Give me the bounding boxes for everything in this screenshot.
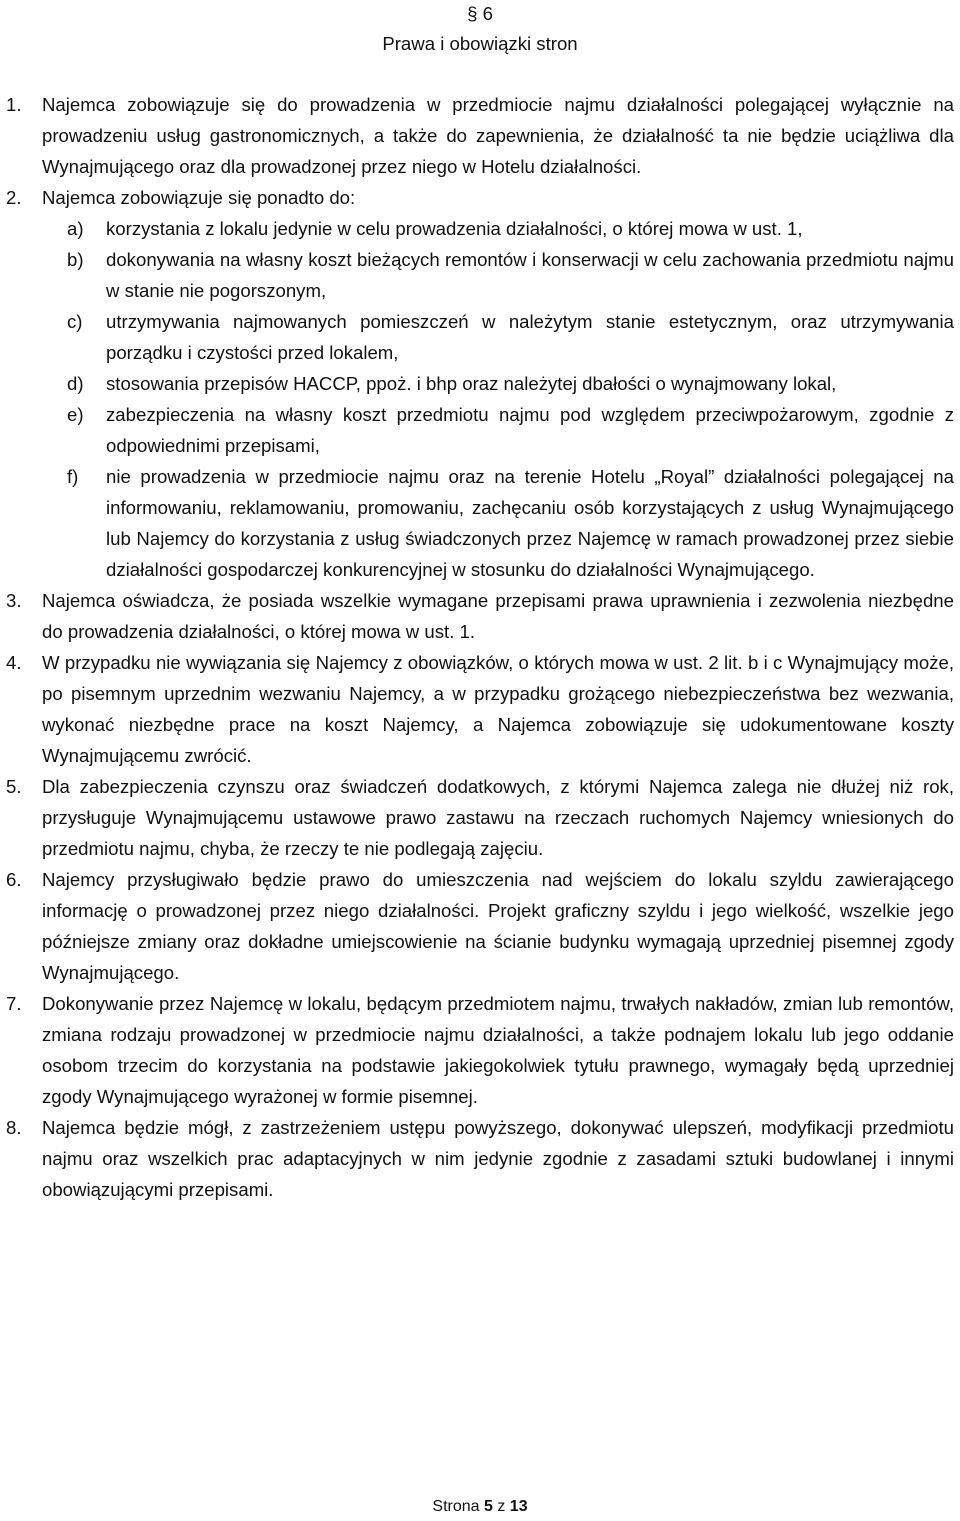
sub-item (0, 306, 954, 368)
item-text: Najemca będzie mógł, z zastrzeżeniem ustępu powyższego, dokonywać ulepszeń, modyfikacji przedmiotu najmu oraz wszelkich prac adaptacyjnych w nim jedynie zgodnie z zasadami sztuki budowlanej i innymi obowiązującymi przepisami. (42, 1117, 954, 1200)
sub-item-letter: c) (67, 311, 83, 332)
section-number: § 6 (467, 3, 493, 24)
sub-item-text: nie prowadzenia w przedmiocie najmu oraz na terenie Hotelu „Royal” działalności polegającej na informowaniu, reklamowaniu, promowaniu, zachęcaniu osób korzystających z usług Wynajmującego lub Najemcy do korzystania z usług świadczonych przez Najemcę w ramach prowadzonej przez siebie działalności gospodarczej konkurencyjnej w stosunku do działalności Wynajmującego. (106, 466, 954, 580)
item-text: Najemca zobowiązuje się do prowadzenia w przedmiocie najmu działalności polegającej wyłącznie na prowadzeniu usług gastronomicznych, a także do zapewnienia, że działalność ta nie będzie uciążliwa dla Wynajmującego oraz dla prowadzonej przez niego w Hotelu działalności. (42, 94, 954, 177)
sub-item-text: korzystania z lokalu jedynie w celu prowadzenia działalności, o której mowa w ust. 1, (106, 218, 803, 239)
footer-separator: z (497, 1498, 506, 1515)
sub-item (0, 244, 954, 306)
item-number: 7. (6, 993, 22, 1014)
sub-item-text: dokonywania na własny koszt bieżących remontów i konserwacji w celu zachowania przedmiotu najmu w stanie nie pogorszonym, (106, 249, 954, 301)
item-text: Dla zabezpieczenia czynszu oraz świadczeń dodatkowych, z którymi Najemca zalega nie dłużej niż rok, przysługuje Wynajmującemu ustawowe prawo zastawu na rzeczach ruchomych Najemcy wniesionych do przedmiotu najmu, chyba, że rzeczy te nie podlegają zajęciu. (42, 776, 954, 859)
document-header (0, 0, 960, 60)
list-item (0, 182, 960, 585)
item-number: 1. (6, 94, 22, 115)
footer-label: Strona (432, 1498, 480, 1515)
sub-item (0, 368, 954, 399)
list-item (0, 1112, 960, 1205)
sub-item-letter: d) (67, 373, 84, 394)
sub-item (0, 399, 954, 461)
list-item (0, 988, 960, 1112)
item-text: Dokonywanie przez Najemcę w lokalu, będącym przedmiotem najmu, trwałych nakładów, zmian lub remontów, zmiana rodzaju prowadzonej w przedmiocie najmu działalności, a także podnajem lokalu lub jego oddanie osobom trzecim do korzystania na podstawie jakiegokolwiek tytułu prawnego, wymagały będą uprzedniej zgody Wynajmującego wyrażonej w formie pisemnej. (42, 993, 954, 1107)
sub-list (42, 213, 954, 585)
sub-item-letter: e) (67, 404, 84, 425)
list-item (0, 647, 960, 771)
item-number: 5. (6, 776, 22, 797)
item-number: 8. (6, 1117, 22, 1138)
footer-total-pages: 13 (509, 1498, 528, 1515)
item-text: Najemca oświadcza, że posiada wszelkie wymagane przepisami prawa uprawnienia i zezwolenia niezbędne do prowadzenia działalności, o której mowa w ust. 1. (42, 590, 954, 642)
footer-page-number: 5 (483, 1498, 493, 1515)
sub-item-text: stosowania przepisów HACCP, ppoż. i bhp oraz należytej dbałości o wynajmowany lokal, (106, 373, 837, 394)
item-number: 6. (6, 869, 22, 890)
sub-item-letter: b) (67, 249, 84, 270)
page-footer (0, 1496, 960, 1518)
sub-item-text: zabezpieczenia na własny koszt przedmiotu najmu pod względem przeciwpożarowym, zgodnie z odpowiednimi przepisami, (106, 404, 954, 456)
list-item (0, 89, 960, 182)
item-text: Najemca zobowiązuje się ponadto do: (42, 187, 356, 208)
list-item (0, 585, 960, 647)
sub-item-text: utrzymywania najmowanych pomieszczeń w należytym stanie estetycznym, oraz utrzymywania porządku i czystości przed lokalem, (106, 311, 954, 363)
item-text: Najemcy przysługiwało będzie prawo do umieszczenia nad wejściem do lokalu szyldu zawierającego informację o prowadzonej przez niego działalności. Projekt graficzny szyldu i jego wielkość, wszelkie jego późniejsze zmiany oraz dokładne umiejscowienie na ścianie budynku wymagają uprzedniej pisemnej zgody Wynajmującego. (42, 869, 954, 983)
list-item (0, 771, 960, 864)
paragraph-list (0, 89, 960, 1205)
item-number: 3. (6, 590, 22, 611)
item-number: 4. (6, 652, 22, 673)
sub-item (0, 461, 954, 585)
item-number: 2. (6, 187, 22, 208)
item-text: W przypadku nie wywiązania się Najemcy z obowiązków, o których mowa w ust. 2 lit. b i c Wynajmujący może, po pisemnym uprzednim wezwaniu Najemcy, a w przypadku grożącego niebezpieczeństwa bez wezwania, wykonać niezbędne prace na koszt Najemcy, a Najemca zobowiązuje się udokumentowane koszty Wynajmującemu zwrócić. (42, 652, 954, 766)
list-item (0, 864, 960, 988)
section-title: Prawa i obowiązki stron (382, 33, 578, 54)
sub-item (0, 213, 954, 244)
sub-item-letter: a) (67, 218, 84, 239)
sub-item-letter: f) (67, 466, 79, 487)
